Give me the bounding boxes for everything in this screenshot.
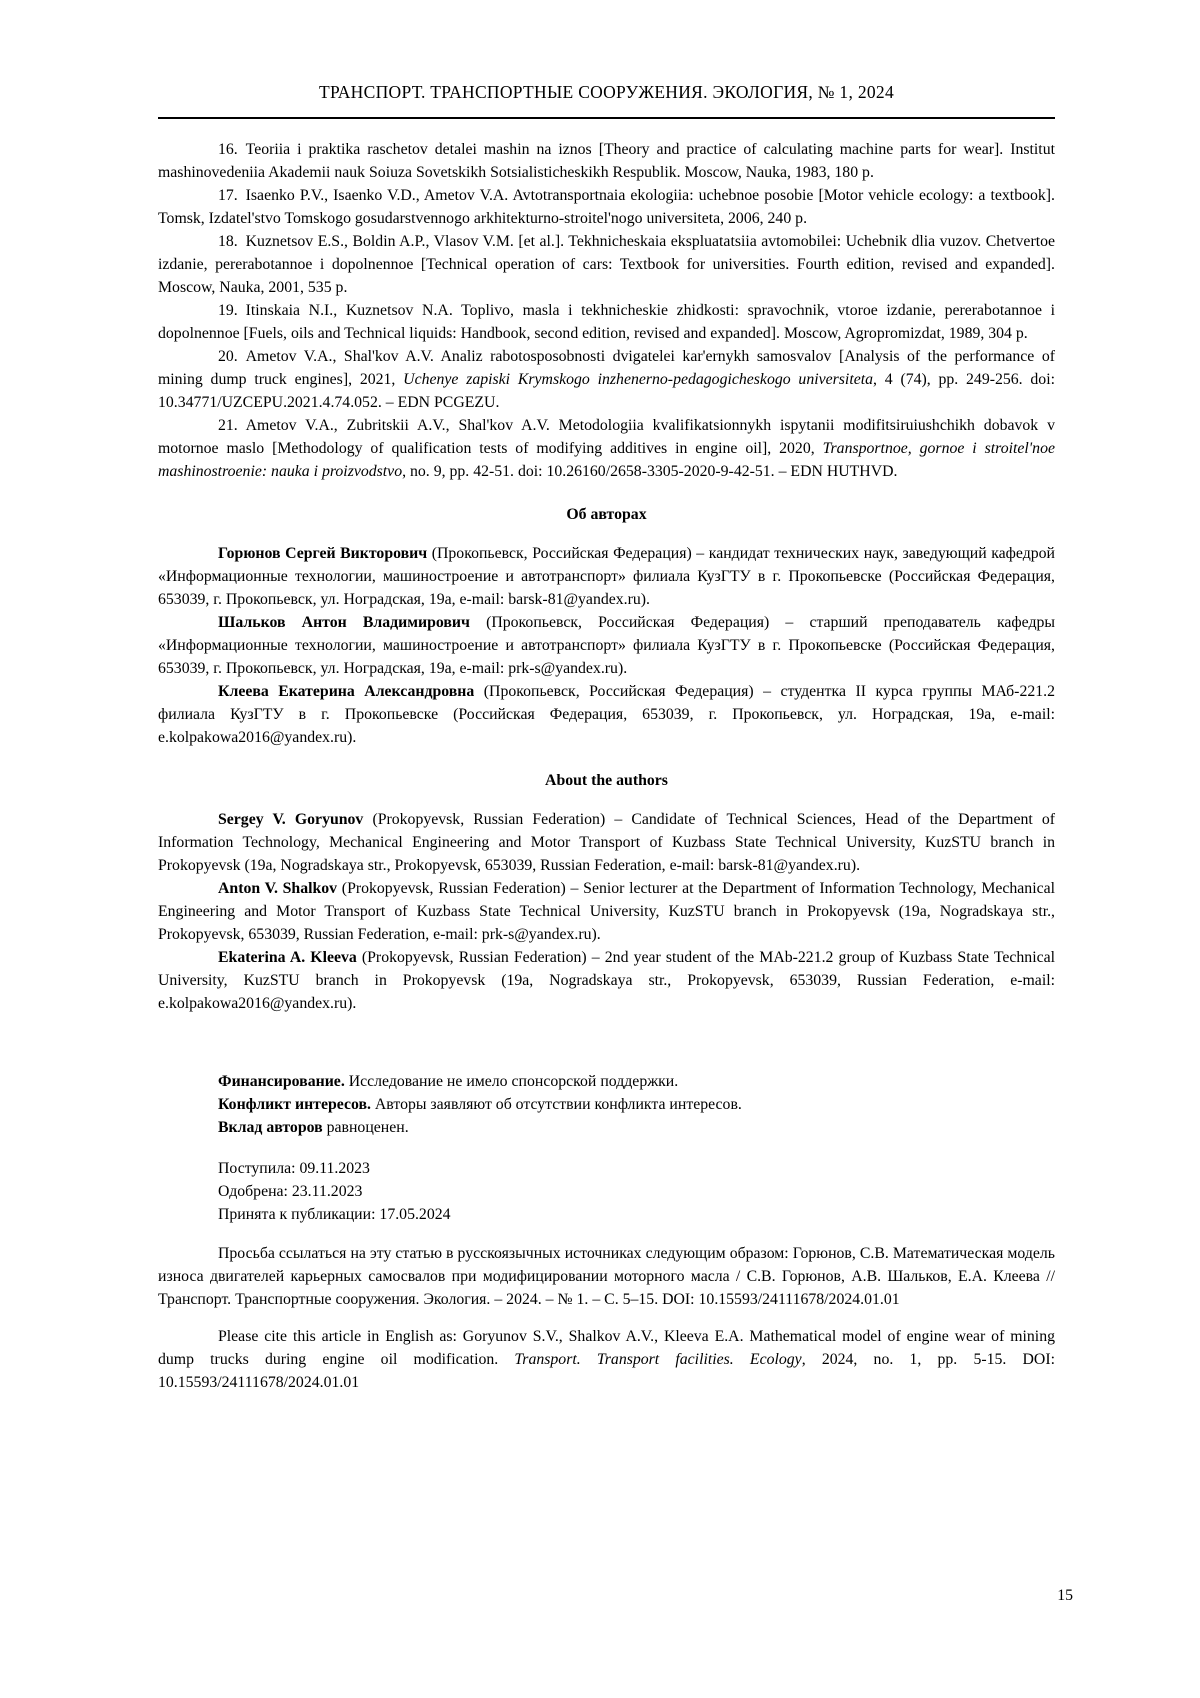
date-line: Одобрена: 23.11.2023: [218, 1183, 363, 1200]
author-item: [158, 611, 1055, 680]
reference-item: [158, 230, 1055, 299]
author-item: [158, 946, 1055, 1015]
authors-ru-list: [158, 542, 1055, 749]
author-name: Sergey V. Goryunov: [218, 811, 364, 828]
statement-line: [158, 1070, 1055, 1093]
about-authors-ru-heading: Об авторах: [566, 506, 647, 523]
text-run: 20. Ametov V.A., Shal'kov A.V. Analiz rabotosposobnosti dvigatelei kar'ernykh samosvalov [Analysis of the performance of mining dump truck engines], 2021,: [158, 348, 1055, 388]
author-name: Ekaterina A. Kleeva: [218, 949, 357, 966]
reference-item: [158, 184, 1055, 230]
statement-text: Авторы заявляют об отсутствии конфликта интересов.: [370, 1096, 742, 1113]
author-name: Горюнов Сергей Викторович: [218, 545, 428, 562]
citation-ru-paragraph: [158, 1242, 1055, 1311]
text-run: 17. Isaenko P.V., Isaenko V.D., Ametov V.A. Avtotransportnaia ekologiia: uchebnoe posobie [Motor vehicle ecology: a textbook]. Tomsk, Izdatel'stvo Tomskogo gosudarstvennogo arkhitekturno-stroitel'nogo universiteta, 2006, 240 p.: [158, 187, 1055, 227]
statement-label: Конфликт интересов.: [218, 1096, 371, 1113]
about-authors-en-heading: About the authors: [545, 772, 668, 789]
author-bio: (Прокопьевск, Российская Федерация) – кандидат технических наук, заведующий кафедрой «Информационные технологии, машиностроение и автотранспорт» филиала КузГТУ в г. Прокопьевске (Российская Федерация, 653039, г. Прокопьевск, ул. Ноградская, 19а, e-mail: barsk-81@yandex.ru).: [158, 545, 1056, 608]
journal-running-head: ТРАНСПОРТ. ТРАНСПОРТНЫЕ СООРУЖЕНИЯ. ЭКОЛОГИЯ, № 1, 2024: [318, 82, 895, 102]
text-run: , 2024, no. 1, pp. 5-15. DOI: 10.15593/24111678/2024.01.01: [158, 1351, 1055, 1391]
text-run: Просьба ссылаться на эту статью в русскоязычных источниках следующим образом: Горюнов, С.В. Математическая модель износа двигателей карьерных самосвалов при модифицировании моторного масла / С.В. Горюнов, А.В. Шальков, Е.А. Клеева // Транспорт. Транспортные сооружения. Экология. – 2024. – № 1. – С. 5–15. DOI: 10.15593/24111678/2024.01.01: [158, 1245, 1055, 1308]
text-run: , no. 9, pp. 42-51. doi: 10.26160/2658-3305-2020-9-42-51. – EDN HUTHVD.: [402, 463, 898, 480]
statement-label: Финансирование.: [218, 1073, 345, 1090]
italic-text: Uchenye zapiski Krymskogo inzhenerno-pedagogicheskogo universiteta: [403, 371, 874, 388]
author-bio: (Прокопьевск, Российская Федерация) – старший преподаватель кафедры «Информационные технологии, машиностроение и автотранспорт» филиала КузГТУ в г. Прокопьевске (Российская Федерация, 653039, г. Прокопьевск, ул. Ноградская, 19а, e-mail: prk-s@yandex.ru).: [158, 614, 1055, 677]
reference-item: [158, 299, 1055, 345]
text-run: 16. Teoriia i praktika raschetov detalei mashin na iznos [Theory and practice of calculating machine parts for wear]. Institut mashinovedeniia Akademii nauk Soiuza Sovetskikh Sotsialisticheskikh Respublik. Moscow, Nauka, 1983, 180 p.: [158, 141, 1055, 181]
text-run: , 4 (74), pp. 249-256. doi: 10.34771/UZCEPU.2021.4.74.052. – EDN PCGEZU.: [158, 371, 1055, 411]
author-item: [158, 808, 1055, 877]
author-name: Anton V. Shalkov: [218, 880, 338, 897]
author-bio: (Prokopyevsk, Russian Federation) – 2nd year student of the MAb-221.2 group of Kuzbass State Technical University, KuzSTU branch in Prokopyevsk (19a, Nogradskaya str., Prokopyevsk, 653039, Russian Federation, e-mail: e.kolpakowa2016@yandex.ru).: [158, 949, 1055, 1012]
authors-en-list: [158, 808, 1055, 1015]
statement-text: равноценен.: [322, 1119, 409, 1136]
text-run: 21. Ametov V.A., Zubritskii A.V., Shal'kov A.V. Metodologiia kvalifikatsionnykh ispytanii modifitsiruiushchikh dobavok v motornoe maslo [Methodology of qualification tests of modifying additives in engine oil], 2020,: [158, 417, 1055, 457]
text-run: Please cite this article in English as: Goryunov S.V., Shalkov A.V., Kleeva E.A. Mathematical model of engine wear of mining dump trucks during engine oil modification.: [158, 1328, 1055, 1368]
statements-block: [158, 1070, 1055, 1139]
page-number: 15: [1057, 1587, 1073, 1604]
date-line: Принята к публикации: 17.05.2024: [218, 1206, 451, 1223]
author-item: [158, 542, 1055, 611]
header-rule: [158, 117, 1055, 119]
author-name: Клеева Екатерина Александровна: [218, 683, 475, 700]
author-bio: (Prokopyevsk, Russian Federation) – Candidate of Technical Sciences, Head of the Department of Information Technology, Mechanical Engineering and Motor Transport of Kuzbass State Technical University, KuzSTU branch in Prokopyevsk (19a, Nogradskaya str., Prokopyevsk, 653039, Russian Federation, e-mail: barsk-81@yandex.ru).: [158, 811, 1056, 874]
references-list: [158, 138, 1055, 483]
reference-item: [158, 345, 1055, 414]
dates-block: [158, 1157, 1055, 1226]
author-bio: (Прокопьевск, Российская Федерация) – студентка II курса группы МАб-221.2 филиала КузГТУ в г. Прокопьевске (Российская Федерация, 653039, г. Прокопьевск, ул. Ноградская, 19а, e-mail: e.kolpakowa2016@yandex.ru).: [158, 683, 1055, 746]
statement-label: Вклад авторов: [218, 1119, 323, 1136]
author-item: [158, 877, 1055, 946]
text-run: 19. Itinskaia N.I., Kuznetsov N.A. Toplivo, masla i tekhnicheskie zhidkosti: spravochnik, vtoroe izdanie, pererabotannoe i dopolnennoe [Fuels, oils and Technical liquids: Handbook, second edition, revised and expanded]. Moscow, Agropromizdat, 1989, 304 p.: [158, 302, 1055, 342]
author-item: [158, 680, 1055, 749]
statement-line: [158, 1116, 1055, 1139]
italic-text: Transportnoe, gornoe i stroitel'noe mashinostroenie: nauka i proizvodstvo: [158, 440, 1055, 480]
author-bio: (Prokopyevsk, Russian Federation) – Senior lecturer at the Department of Information Technology, Mechanical Engineering and Motor Transport of Kuzbass State Technical University, KuzSTU branch in Prokopyevsk (19a, Nogradskaya str., Prokopyevsk, 653039, Russian Federation, e-mail: prk-s@yandex.ru).: [158, 880, 1055, 943]
reference-item: [158, 138, 1055, 184]
reference-item: [158, 414, 1055, 483]
citation-en-paragraph: [158, 1325, 1055, 1394]
text-run: 18. Kuznetsov E.S., Boldin A.P., Vlasov V.M. [et al.]. Tekhnicheskaia ekspluatatsiia avtomobilei: Uchebnik dlia vuzov. Chetvertoe izdanie, pererabotannoe i dopolnennoe [Technical operation of cars: Textbook for universities. Fourth edition, revised and expanded]. Moscow, Nauka, 2001, 535 p.: [158, 233, 1055, 296]
author-name: Шальков Антон Владимирович: [218, 614, 470, 631]
italic-text: Transport. Transport facilities. Ecology: [514, 1351, 802, 1368]
statement-line: [158, 1093, 1055, 1116]
statement-text: Исследование не имело спонсорской поддержки.: [344, 1073, 679, 1090]
date-line: Поступила: 09.11.2023: [218, 1160, 370, 1177]
